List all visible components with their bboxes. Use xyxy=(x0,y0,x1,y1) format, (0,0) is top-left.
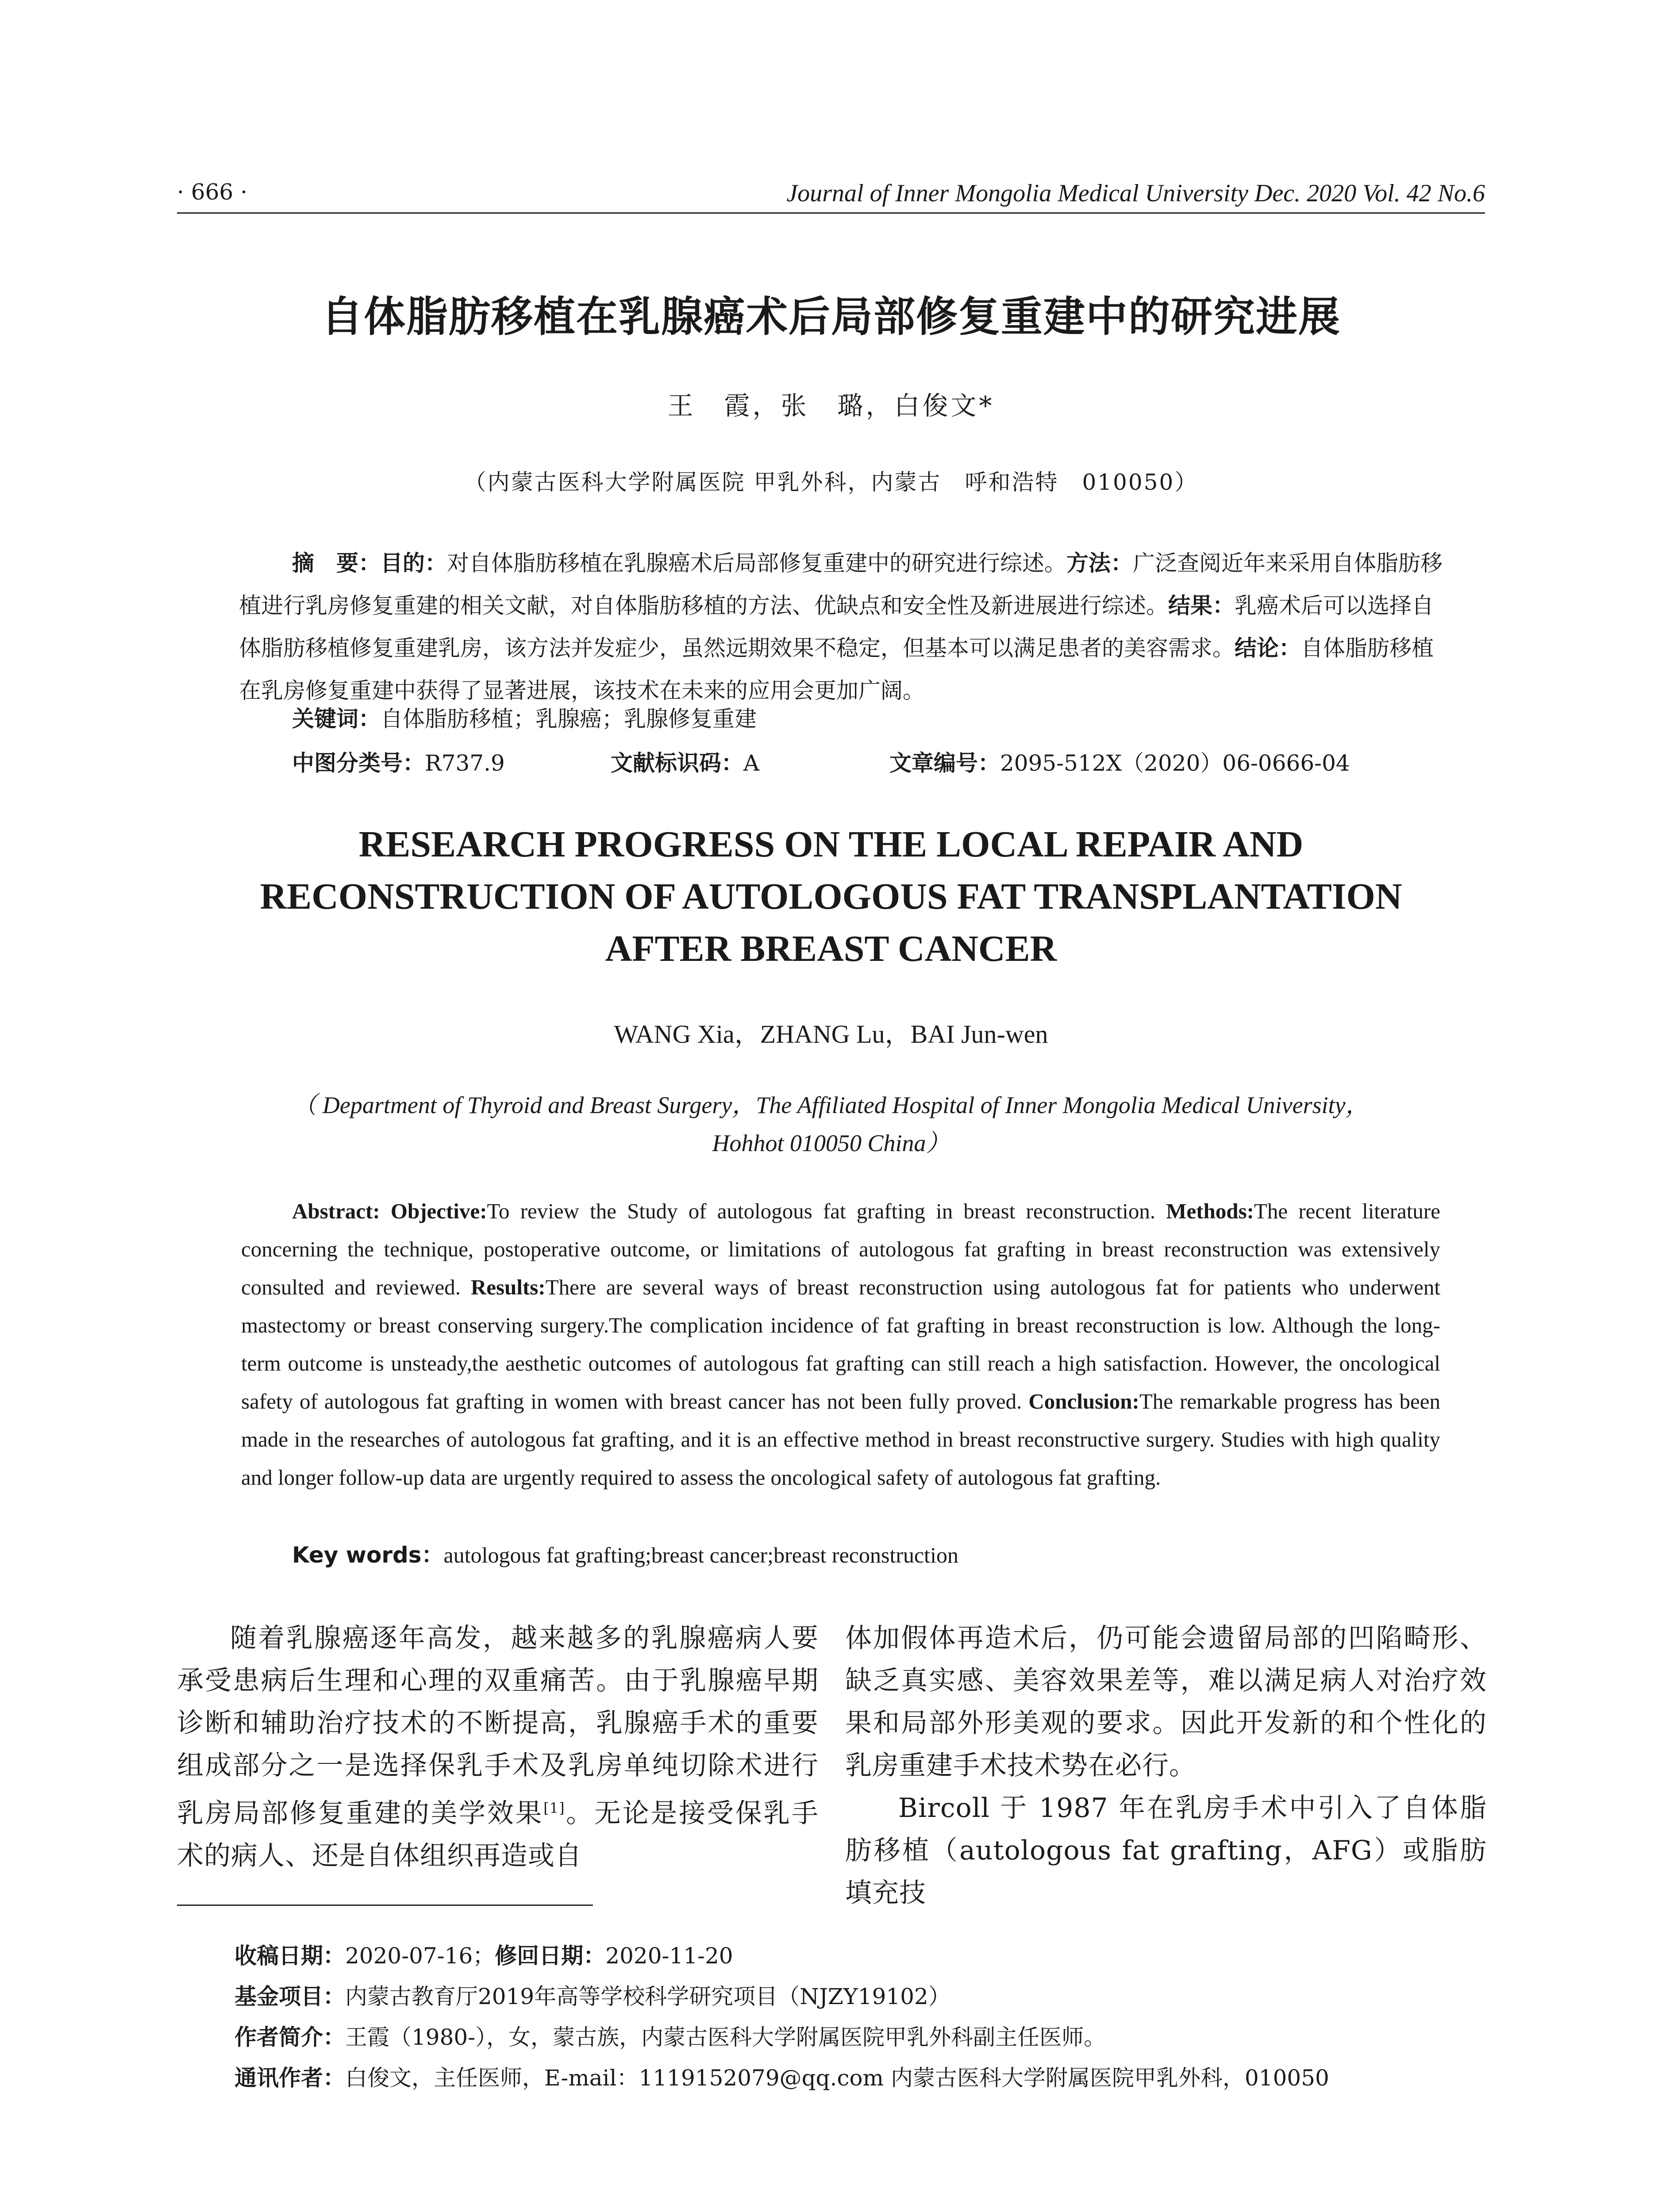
body-left-tail: 。无论是接受保乳手术的病人、还是自体组织再造或自 xyxy=(177,1798,819,1871)
affiliation-english-line: Hohhot 010050 China） xyxy=(712,1130,950,1156)
results-en-label: Results: xyxy=(470,1275,546,1299)
body-column-right xyxy=(845,1617,1487,1914)
conclusion-text: 自体脂肪移植在乳房修复重建中获得了显著进展，该技术在未来的应用会更加广阔。 xyxy=(239,635,1434,703)
methods-text: 广泛查阅近年来采用自体脂肪移植进行乳房修复重建的相关文献，对自体脂肪移植的方法、优缺点和安全性及新进展进行综述。 xyxy=(239,550,1443,618)
article-number-value: 2095-512X（2020）06-0666-04 xyxy=(1000,750,1350,776)
title-english xyxy=(0,818,1662,975)
keywords-chinese xyxy=(292,701,757,733)
methods-label: 方法： xyxy=(1066,550,1133,576)
header-rule xyxy=(177,212,1485,214)
footnote-fund xyxy=(235,1976,1329,2017)
objective-label: 目的： xyxy=(381,550,447,576)
footnotes xyxy=(235,1936,1329,2098)
title-english-line: AFTER BREAST CANCER xyxy=(605,928,1057,969)
title-chinese: 自体脂肪移植在乳腺癌术后局部修复重建中的研究进展 xyxy=(321,293,1341,341)
keywords-label: 关键词： xyxy=(292,706,381,732)
results-label: 结果： xyxy=(1168,593,1235,618)
doc-code-label: 文献标识码： xyxy=(611,750,743,776)
revised-date: 2020-11-20 xyxy=(605,1943,733,1969)
objective-en-label: Objective: xyxy=(390,1199,487,1223)
keywords-english xyxy=(292,1537,958,1569)
body-right-paragraph-2: Bircoll 于 1987 年在乳房手术中引入了自体脂肪移植（autologous fat grafting，AFG）或脂肪填充技 xyxy=(845,1793,1487,1909)
footnote-rule xyxy=(177,1905,593,1906)
journal-header: Journal of Inner Mongolia Medical University Dec. 2020 Vol. 42 No.6 xyxy=(786,180,1485,207)
keywords-en-label: Key words： xyxy=(292,1542,444,1568)
abstract-chinese xyxy=(239,542,1443,712)
footnote-dates xyxy=(235,1936,1329,1976)
corresponding-value: 白俊文，主任医师，E-mail：1119152079@qq.com 内蒙古医科大学附属医院甲乳外科，010050 xyxy=(345,2065,1329,2091)
fund-label: 基金项目： xyxy=(235,1984,345,2009)
doc-code-value: A xyxy=(743,750,760,776)
results-en-text: There are several ways of breast reconstruction using autologous fat for patients who underwent mastectomy or breast conserving surgery.The complication incidence of fat grafting in breast reconstruction is low. Although the long-term outcome is unsteady,the aesthetic outcomes of autologous fat grafting can still reach a high satisfaction. However, the oncological safety of autologous fat grafting in women with breast cancer has not been fully proved. xyxy=(241,1275,1440,1413)
authors-chinese: 王 霞，张 璐，白俊文* xyxy=(667,391,995,421)
author-bio-value: 王霞（1980-），女，蒙古族，内蒙古医科大学附属医院甲乳外科副主任医师。 xyxy=(345,2024,1106,2050)
keywords-en-value: autologous fat grafting;breast cancer;breast reconstruction xyxy=(443,1543,958,1567)
body-right-paragraph-1: 体加假体再造术后，仍可能会遗留局部的凹陷畸形、缺乏真实感、美容效果差等，难以满足病人对治疗效果和局部外形美观的要求。因此开发新的和个性化的乳房重建手术技术势在必行。 xyxy=(845,1623,1487,1781)
body-column-left xyxy=(177,1617,819,1877)
conclusion-en-text: The remarkable progress has been made in the researches of autologous fat grafting, and it is an effective method in breast reconstructive surgery. Studies with high quality and longer follow-up data are urgently required to assess the oncological safety of autologous fat grafting. xyxy=(241,1389,1440,1490)
corresponding-label: 通讯作者： xyxy=(235,2065,345,2091)
title-english-line: RECONSTRUCTION OF AUTOLOGOUS FAT TRANSPLANTATION xyxy=(260,876,1402,917)
clc-label: 中图分类号： xyxy=(292,750,425,776)
fund-value: 内蒙古教育厅2019年高等学校科学研究项目（NJZY19102） xyxy=(345,1984,950,2009)
footnote-author xyxy=(235,2017,1329,2058)
objective-text: 对自体脂肪移植在乳腺癌术后局部修复重建中的研究进行综述。 xyxy=(447,550,1066,576)
article-number-label: 文章编号： xyxy=(889,750,1000,776)
abstract-english xyxy=(241,1192,1440,1497)
abstract-en-label: Abstract: xyxy=(292,1199,391,1223)
affiliation-chinese: （内蒙古医科大学附属医院 甲乳外科，内蒙古 呼和浩特 010050） xyxy=(464,469,1198,495)
affiliation-english xyxy=(0,1086,1662,1162)
objective-en-text: To review the Study of autologous fat grafting in breast reconstruction. xyxy=(487,1199,1166,1223)
conclusion-label: 结论： xyxy=(1235,635,1301,661)
title-english-line: RESEARCH PROGRESS ON THE LOCAL REPAIR AND xyxy=(358,824,1304,865)
methods-en-label: Methods: xyxy=(1166,1199,1254,1223)
citation-ref: [1] xyxy=(543,1800,565,1816)
classification-row xyxy=(292,745,1398,777)
keywords-value: 自体脂肪移植；乳腺癌；乳腺修复重建 xyxy=(381,706,757,732)
authors-english: WANG Xia，ZHANG Lu，BAI Jun-wen xyxy=(614,1020,1048,1048)
abstract-label: 摘 要： xyxy=(292,550,381,576)
received-label: 收稿日期： xyxy=(235,1943,345,1969)
results-text: 乳癌术后可以选择自体脂肪移植修复重建乳房，该方法并发症少，虽然远期效果不稳定，但基本可以满足患者的美容需求。 xyxy=(239,593,1434,661)
conclusion-en-label: Conclusion: xyxy=(1028,1389,1139,1413)
clc-value: R737.9 xyxy=(425,750,505,776)
body-left-text: 随着乳腺癌逐年高发，越来越多的乳腺癌病人要承受患病后生理和心理的双重痛苦。由于乳腺癌早期诊断和辅助治疗技术的不断提高，乳腺癌手术的重要组成部分之一是选择保乳手术及乳房单纯切除术进行乳房局部修复重建的美学效果 xyxy=(177,1623,819,1829)
footnote-corresponding xyxy=(235,2058,1329,2098)
revised-label: 修回日期： xyxy=(495,1943,606,1969)
received-date: 2020-07-16； xyxy=(345,1943,495,1969)
page-number: · 666 · xyxy=(177,179,248,205)
affiliation-english-line: （ Department of Thyroid and Breast Surgery，The Affiliated Hospital of Inner Mongolia Medical University， xyxy=(292,1092,1370,1118)
methods-en-text: The recent literature concerning the technique, postoperative outcome, or limitations of autologous fat grafting in breast reconstruction was extensively consulted and reviewed. xyxy=(241,1199,1441,1299)
author-bio-label: 作者简介： xyxy=(235,2024,345,2050)
